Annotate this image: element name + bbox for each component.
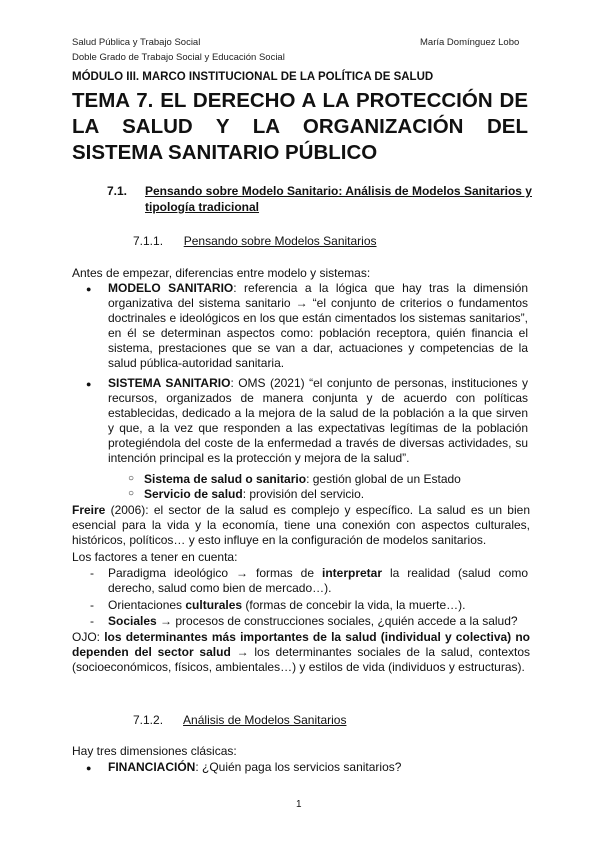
subsection-title: Pensando sobre Modelos Sanitarios (183, 234, 377, 248)
sub-bullet-text: : gestión global de un Estado (306, 472, 461, 486)
chapter-title-line: LA SALUD Y LA ORGANIZACIÓN DEL (72, 115, 528, 138)
header-degree: Doble Grado de Trabajo Social y Educación Social (72, 52, 285, 63)
chapter-title-line: TEMA 7. EL DERECHO A LA PROTECCIÓN DE (72, 89, 528, 112)
header-author: María Domínguez Lobo (420, 37, 520, 48)
circle-bullet-icon: ○ (128, 473, 135, 484)
dash-bullet-icon: - (90, 566, 94, 580)
chapter-title-line: SISTEMA SANITARIO PÚBLICO (72, 141, 378, 164)
factor-text: (formas de concebir la vida, la muerte…). (242, 598, 466, 612)
ojo-text: → los determinantes sociales de la salud, contextos (socioeconómicos, físicos, ambientales…) y estilos de vida (individuos y estructuras). (72, 645, 531, 674)
chapter-title (72, 88, 528, 166)
factor-text: → procesos de construcciones sociales, ¿quién accede a la salud? (156, 614, 518, 628)
section-title: Pensando sobre Modelo Sanitario: Análisis de Modelos Sanitarios y tipología tradicional (145, 184, 532, 214)
factor-bold: culturales (185, 598, 243, 612)
freire-term: Freire (72, 503, 106, 517)
factor-item (108, 598, 528, 613)
bullet-modelo-sanitario (108, 281, 528, 371)
subsection-heading (133, 713, 346, 727)
bullet-icon: ● (86, 763, 92, 773)
page-number: 1 (296, 799, 302, 810)
factor-item (108, 614, 528, 629)
subsection-number: 7.1.1. (133, 234, 164, 248)
subsection-title: Análisis de Modelos Sanitarios (183, 713, 347, 727)
bullet-text: : referencia a la lógica que hay tras la dimensión organizativa del sistema sanitario → “el conjunto de criterios o fundamentos doctrinales e ideológicos en los que están cimentados los sistemas sanitarios”, en él se determinan aspectos como: población receptora, quién financia el sistema, prestaciones que se van a dar, actuaciones y competencias de la salud pública-autoridad sanitaria. (108, 281, 528, 370)
factor-bold: Sociales (108, 614, 157, 628)
module-title: MÓDULO III. MARCO INSTITUCIONAL DE LA POLÍTICA DE SALUD (72, 71, 434, 83)
freire-text: (2006): el sector de la salud es complejo y específico. La salud es un bien esencial para la vida y la economía, tiene una conexión con aspectos culturales, históricos, políticos… y esto influye en la configuración de modelos sanitarios. (72, 503, 530, 547)
sub-bullet-item (144, 472, 461, 487)
subsection-heading (133, 234, 377, 248)
dash-bullet-icon: - (90, 614, 94, 628)
circle-bullet-icon: ○ (128, 488, 135, 499)
intro-paragraph: Antes de empezar, diferencias entre modelo y sistemas: (72, 266, 371, 280)
bullet-text: : ¿Quién paga los servicios sanitarios? (195, 760, 402, 774)
dash-bullet-icon: - (90, 598, 94, 612)
bullet-term: MODELO SANITARIO (108, 281, 234, 295)
bullet-text: : OMS (2021) “el conjunto de personas, instituciones y recursos, organizados de manera conjunta y de acuerdo con políticas establecidas, dedicado a la mejora de la salud de la población a la que sirven y que, a la vez que responden a las expectativas legítimas de la población protegiéndola del coste de la enfermedad a través de diversas actividades, su intención principal es la protección y mejora de la salud”. (108, 376, 528, 465)
ojo-paragraph (72, 630, 530, 675)
bullet-icon: ● (86, 379, 92, 389)
factor-text: la realidad (salud como derecho, salud como bien de mercado…). (108, 566, 528, 595)
ojo-bold: los determinantes más importantes de la salud (individual y colectiva) no dependen del sector salud (72, 630, 530, 659)
factor-text: Orientaciones (108, 598, 186, 612)
sub-bullet-text: : provisión del servicio. (242, 487, 365, 501)
bullet-financiacion (108, 760, 528, 775)
section-number: 7.1. (107, 184, 128, 198)
bullet-icon: ● (86, 284, 92, 294)
factor-item (108, 566, 528, 596)
header-course: Salud Pública y Trabajo Social (72, 37, 201, 48)
bullet-term: SISTEMA SANITARIO (108, 376, 231, 390)
ojo-label: OJO: (72, 630, 105, 644)
subsection-number: 7.1.2. (133, 713, 164, 727)
factor-text: Paradigma ideológico → formas de (108, 566, 322, 580)
bullet-term: FINANCIACIÓN (108, 760, 196, 774)
sub-bullet-term: Sistema de salud o sanitario (144, 472, 307, 486)
dimensions-intro: Hay tres dimensiones clásicas: (72, 744, 237, 758)
freire-paragraph (72, 503, 530, 548)
sub-bullet-item (144, 487, 364, 502)
sub-bullet-term: Servicio de salud (144, 487, 243, 501)
factor-bold: interpretar (321, 566, 383, 580)
bullet-sistema-sanitario (108, 376, 528, 466)
factores-intro: Los factores a tener en cuenta: (72, 550, 238, 564)
